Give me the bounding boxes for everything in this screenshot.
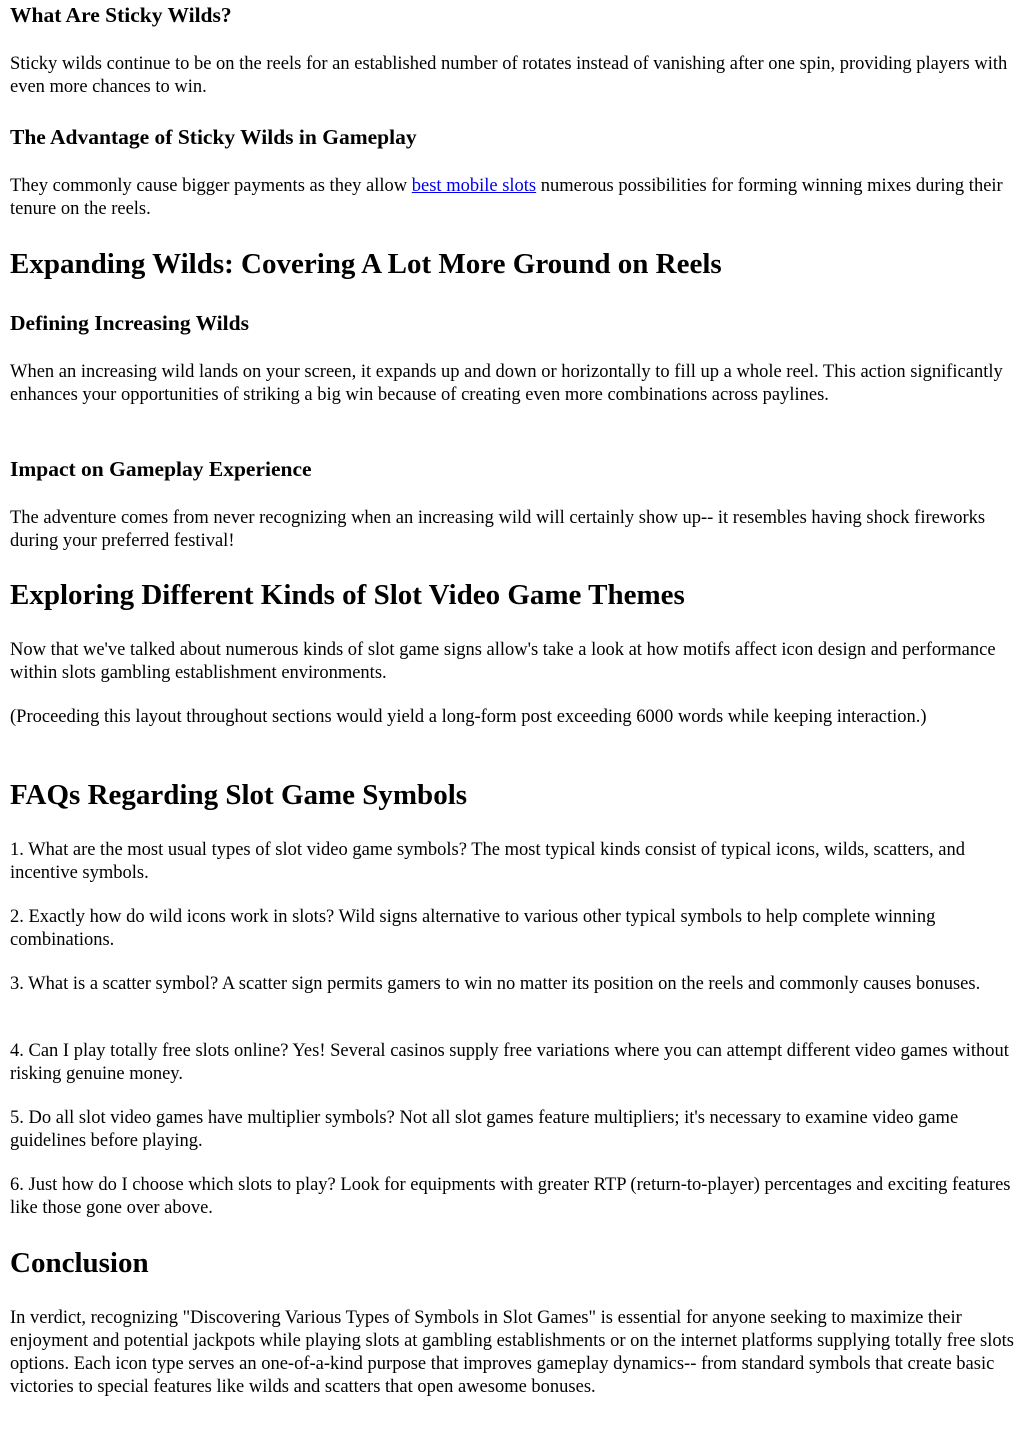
conclusion-paragraph: In verdict, recognizing "Discovering Various Types of Symbols in Slot Games" is essential for anyone seeking to maximize their enjoyment and potential jackpots while playing slots at gambling establishments or on the internet platforms supplying totally free slots options. Each icon type serves an one-of-a-kind purpose that improves gameplay dynamics-- from standard symbols that create basic victories to special features like wilds and scatters that open awesome bonuses. [10,1308,1014,1397]
themes-paragraph-2: (Proceeding this layout throughout sections would yield a long-form post exceeding 6000 words while keeping interaction.) [10,707,927,727]
advantage-text-after: numerous possibilities for forming winning mixes during their tenure on the reels. [10,176,1003,219]
conclusion-heading: Conclusion [10,1247,149,1279]
expanding-wilds-heading: Expanding Wilds: Covering A Lot More Ground on Reels [10,248,722,280]
impact-heading: Impact on Gameplay Experience [10,457,312,481]
advantage-text-before: They commonly cause bigger payments as they allow [10,176,412,196]
faq-item: 1. What are the most usual types of slot video game symbols? The most typical kinds consist of typical icons, wilds, scatters, and incentive symbols. [10,840,965,883]
faq-item: 6. Just how do I choose which slots to play? Look for equipments with greater RTP (return-to-player) percentages and exciting features like those gone over above. [10,1175,1011,1218]
faq-item: 3. What is a scatter symbol? A scatter sign permits gamers to win no matter its position on the reels and commonly causes bonuses. [10,974,981,994]
faq-item: 5. Do all slot video games have multiplier symbols? Not all slot games feature multipliers; it's necessary to examine video game guidelines before playing. [10,1108,959,1151]
sticky-wilds-heading: What Are Sticky Wilds? [10,3,232,27]
defining-paragraph: When an increasing wild lands on your screen, it expands up and down or horizontally to fill up a whole reel. This action significantly enhances your opportunities of striking a big win because of creating even more combinations across paylines. [10,362,1003,405]
best-mobile-slots-link[interactable]: best mobile slots [411,176,537,196]
themes-heading: Exploring Different Kinds of Slot Video Game Themes [10,579,685,611]
faq-item: 4. Can I play totally free slots online? Yes! Several casinos supply free variations where you can attempt different video games without risking genuine money. [10,1041,1009,1084]
themes-paragraph-1: Now that we've talked about numerous kinds of slot game signs allow's take a look at how motifs affect icon design and performance within slots gambling establishment environments. [10,640,996,683]
advantage-paragraph [10,175,1018,221]
sticky-wilds-paragraph: Sticky wilds continue to be on the reels for an established number of rotates instead of vanishing after one spin, providing players with even more chances to win. [10,54,1008,97]
defining-heading: Defining Increasing Wilds [10,311,249,335]
faq-item: 2. Exactly how do wild icons work in slots? Wild signs alternative to various other typical symbols to help complete winning combinations. [10,907,936,950]
impact-paragraph: The adventure comes from never recognizing when an increasing wild will certainly show up-- it resembles having shock fireworks during your preferred festival! [10,508,986,551]
advantage-heading: The Advantage of Sticky Wilds in Gameplay [10,125,417,149]
faq-heading: FAQs Regarding Slot Game Symbols [10,779,468,811]
